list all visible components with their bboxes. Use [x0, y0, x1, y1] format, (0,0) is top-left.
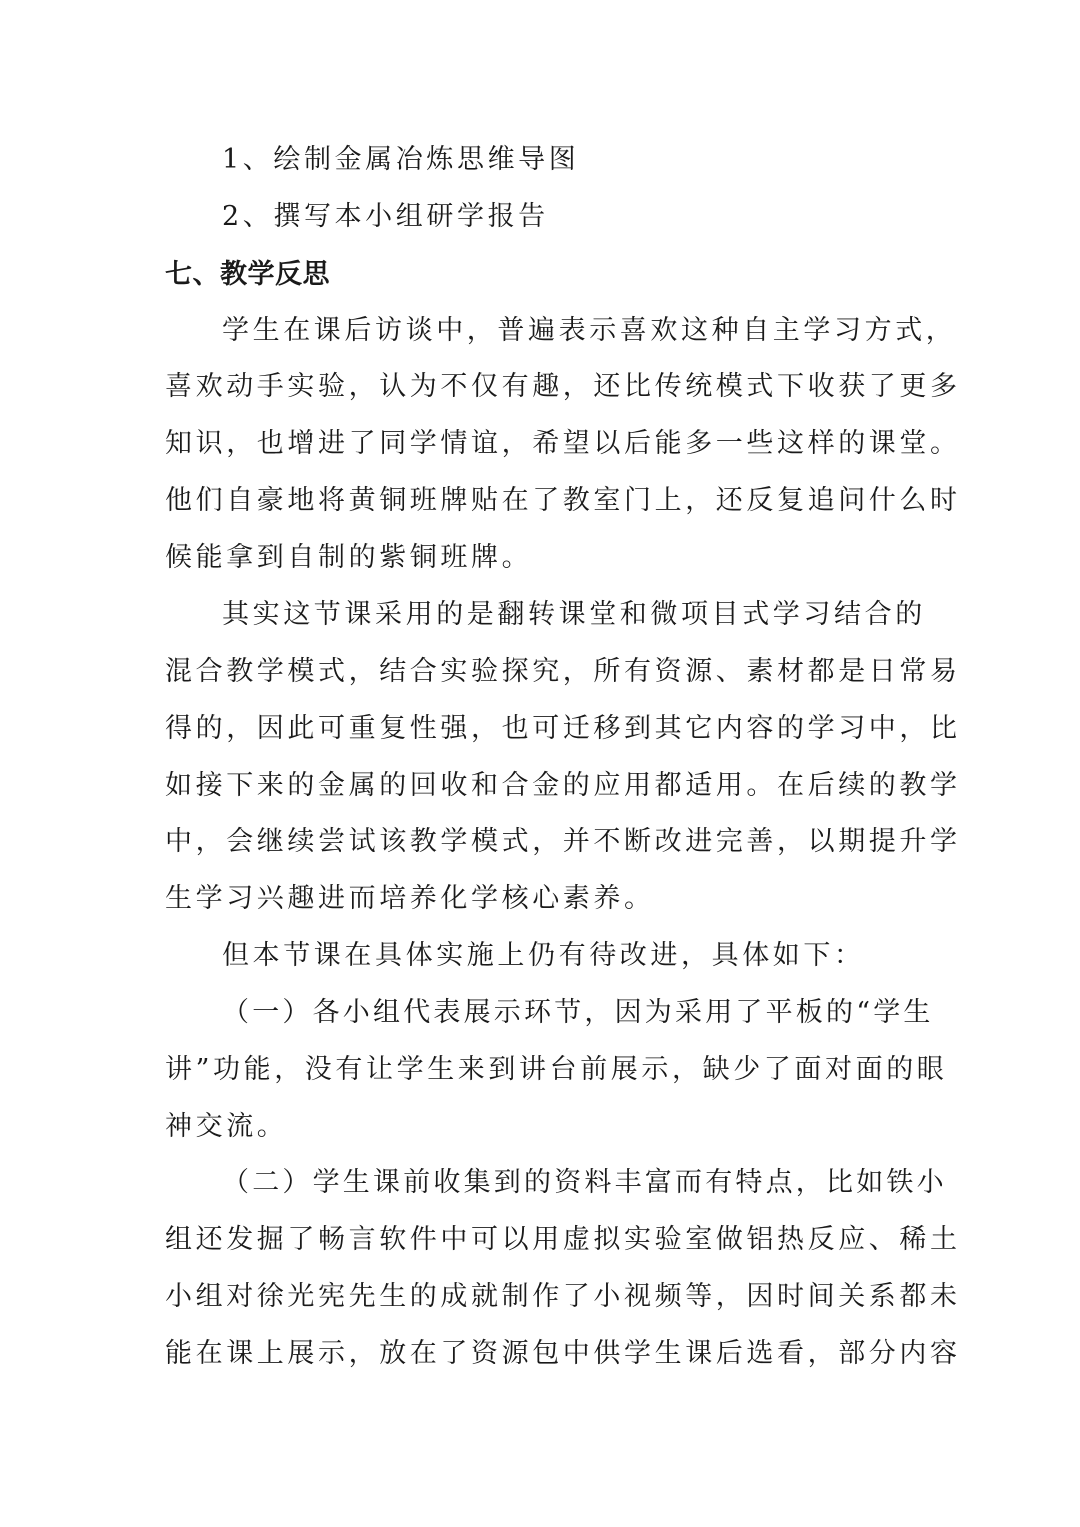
paragraph-line: 混合教学模式，结合实验探究，所有资源、素材都是日常易 [165, 656, 961, 687]
paragraph-line: 小组对徐光宪先生的成就制作了小视频等，因时间关系都未 [165, 1281, 961, 1312]
paragraph-line: 生学习兴趣进而培养化学核心素养。 [165, 883, 655, 914]
paragraph-line: 知识，也增进了同学情谊，希望以后能多一些这样的课堂。 [165, 428, 961, 459]
paragraph-line: 喜欢动手实验，认为不仅有趣，还比传统模式下收获了更多 [165, 371, 961, 402]
section-heading: 七、教学反思 [165, 259, 330, 290]
paragraph-line: 如接下来的金属的回收和合金的应用都适用。在后续的教学 [165, 770, 961, 801]
paragraph-line: 得的，因此可重复性强，也可迁移到其它内容的学习中，比 [165, 713, 961, 744]
list-item: 1、绘制金属冶炼思维导图 [222, 144, 580, 175]
paragraph-line: 但本节课在具体实施上仍有待改进，具体如下： [222, 940, 865, 971]
paragraph-line: 讲”功能，没有让学生来到讲台前展示，缺少了面对面的眼 [165, 1054, 948, 1085]
paragraph-line: 他们自豪地将黄铜班牌贴在了教室门上，还反复追问什么时 [165, 485, 961, 516]
paragraph-line: （一）各小组代表展示环节，因为采用了平板的“学生 [222, 997, 934, 1028]
paragraph-line: （二）学生课前收集到的资料丰富而有特点，比如铁小 [222, 1167, 947, 1198]
paragraph-line: 神交流。 [165, 1111, 288, 1142]
paragraph-line: 中，会继续尝试该教学模式，并不断改进完善，以期提升学 [165, 826, 961, 857]
paragraph-line: 组还发掘了畅言软件中可以用虚拟实验室做铝热反应、稀土 [165, 1224, 961, 1255]
paragraph-line: 学生在课后访谈中，普遍表示喜欢这种自主学习方式， [222, 315, 957, 346]
paragraph-line: 能在课上展示，放在了资源包中供学生课后选看，部分内容 [165, 1338, 961, 1369]
paragraph-line: 其实这节课采用的是翻转课堂和微项目式学习结合的 [222, 599, 926, 630]
paragraph-line: 候能拿到自制的紫铜班牌。 [165, 542, 533, 573]
list-item: 2、撰写本小组研学报告 [222, 201, 549, 232]
